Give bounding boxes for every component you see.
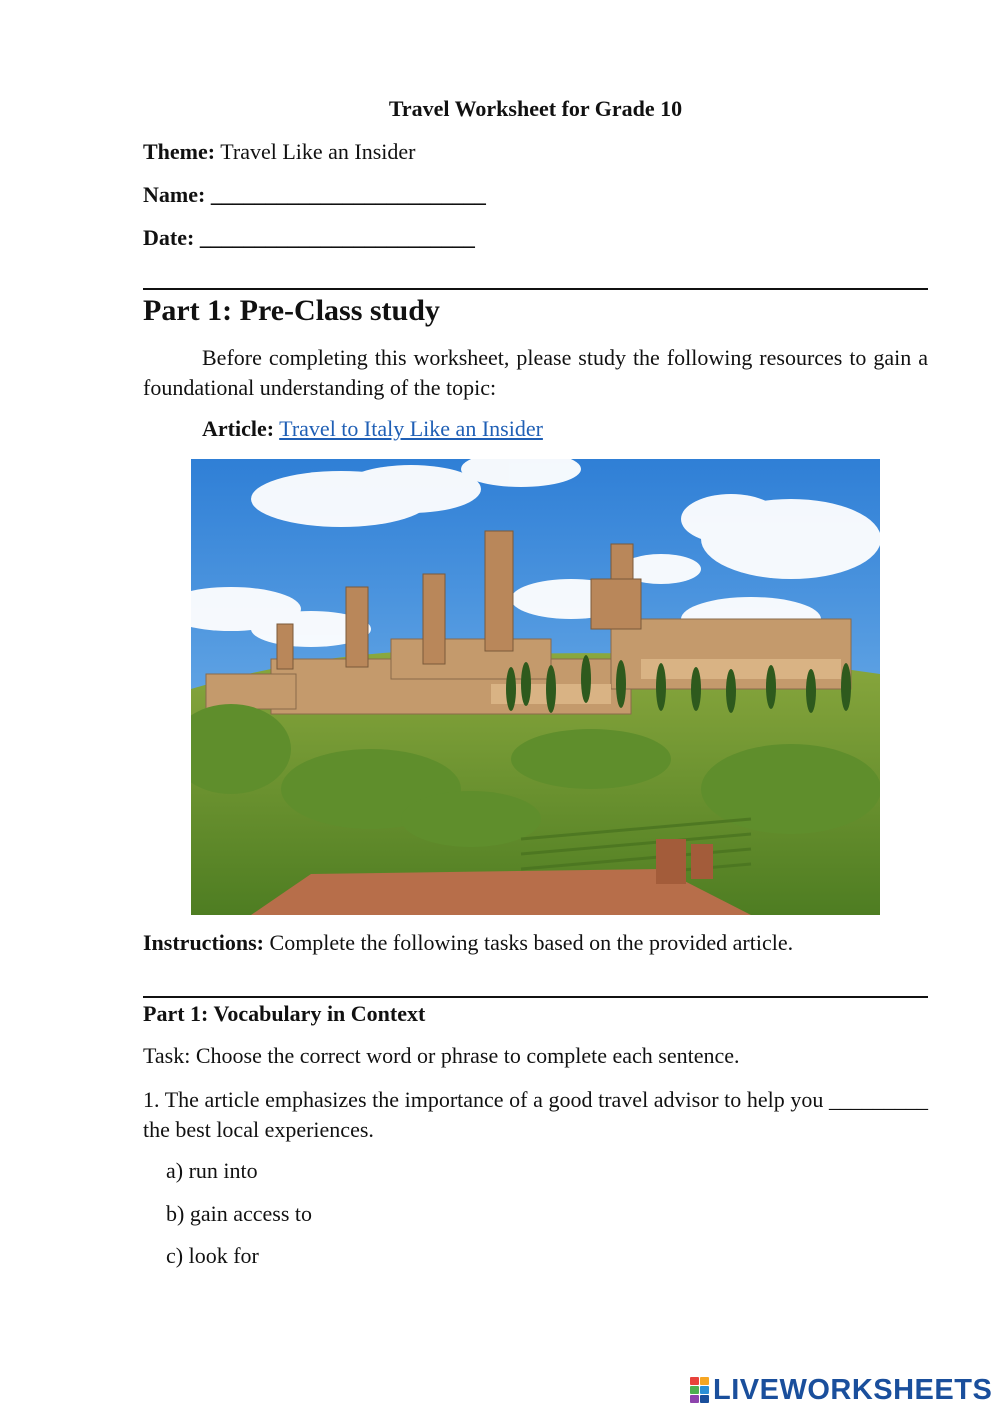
logo-text: LIVEWORKSHEETS bbox=[713, 1373, 993, 1406]
logo-grid-icon bbox=[690, 1377, 709, 1403]
instructions-line bbox=[143, 930, 793, 956]
section-divider bbox=[143, 288, 928, 290]
date-blank[interactable]: _________________________ bbox=[194, 225, 475, 250]
name-label: Name: bbox=[143, 182, 206, 207]
intro-paragraph: Before completing this worksheet, please study the following resources to gain a foundational understanding of the topic: bbox=[143, 345, 928, 400]
instructions-label: Instructions: bbox=[143, 930, 265, 955]
vocab-heading: Part 1: Vocabulary in Context bbox=[143, 1001, 426, 1026]
question-1: 1. The article emphasizes the importance of a good travel advisor to help you _________ the best local experiences. bbox=[143, 1087, 928, 1142]
name-blank[interactable]: _________________________ bbox=[205, 182, 486, 207]
article-line bbox=[202, 416, 543, 442]
option-b[interactable]: b) gain access to bbox=[166, 1201, 312, 1226]
date-line bbox=[143, 225, 475, 251]
liveworksheets-logo bbox=[690, 1372, 992, 1408]
worksheet-title: Travel Worksheet for Grade 10 bbox=[388, 96, 683, 121]
article-label: Article: bbox=[202, 416, 275, 441]
theme-label: Theme: bbox=[143, 139, 216, 164]
tuscan-hilltown-photo bbox=[191, 459, 880, 915]
instructions-text: Complete the following tasks based on the provided article. bbox=[264, 930, 794, 955]
part1-heading: Part 1: Pre-Class study bbox=[143, 294, 440, 327]
option-a[interactable]: a) run into bbox=[166, 1158, 258, 1183]
theme-line bbox=[143, 139, 416, 165]
section-divider-2 bbox=[143, 996, 928, 998]
article-link[interactable]: Travel to Italy Like an Insider bbox=[279, 416, 543, 441]
option-c[interactable]: c) look for bbox=[166, 1243, 259, 1268]
task-line: Task: Choose the correct word or phrase to complete each sentence. bbox=[143, 1043, 740, 1068]
date-label: Date: bbox=[143, 225, 195, 250]
name-line bbox=[143, 182, 486, 208]
theme-value: Travel Like an Insider bbox=[215, 139, 416, 164]
